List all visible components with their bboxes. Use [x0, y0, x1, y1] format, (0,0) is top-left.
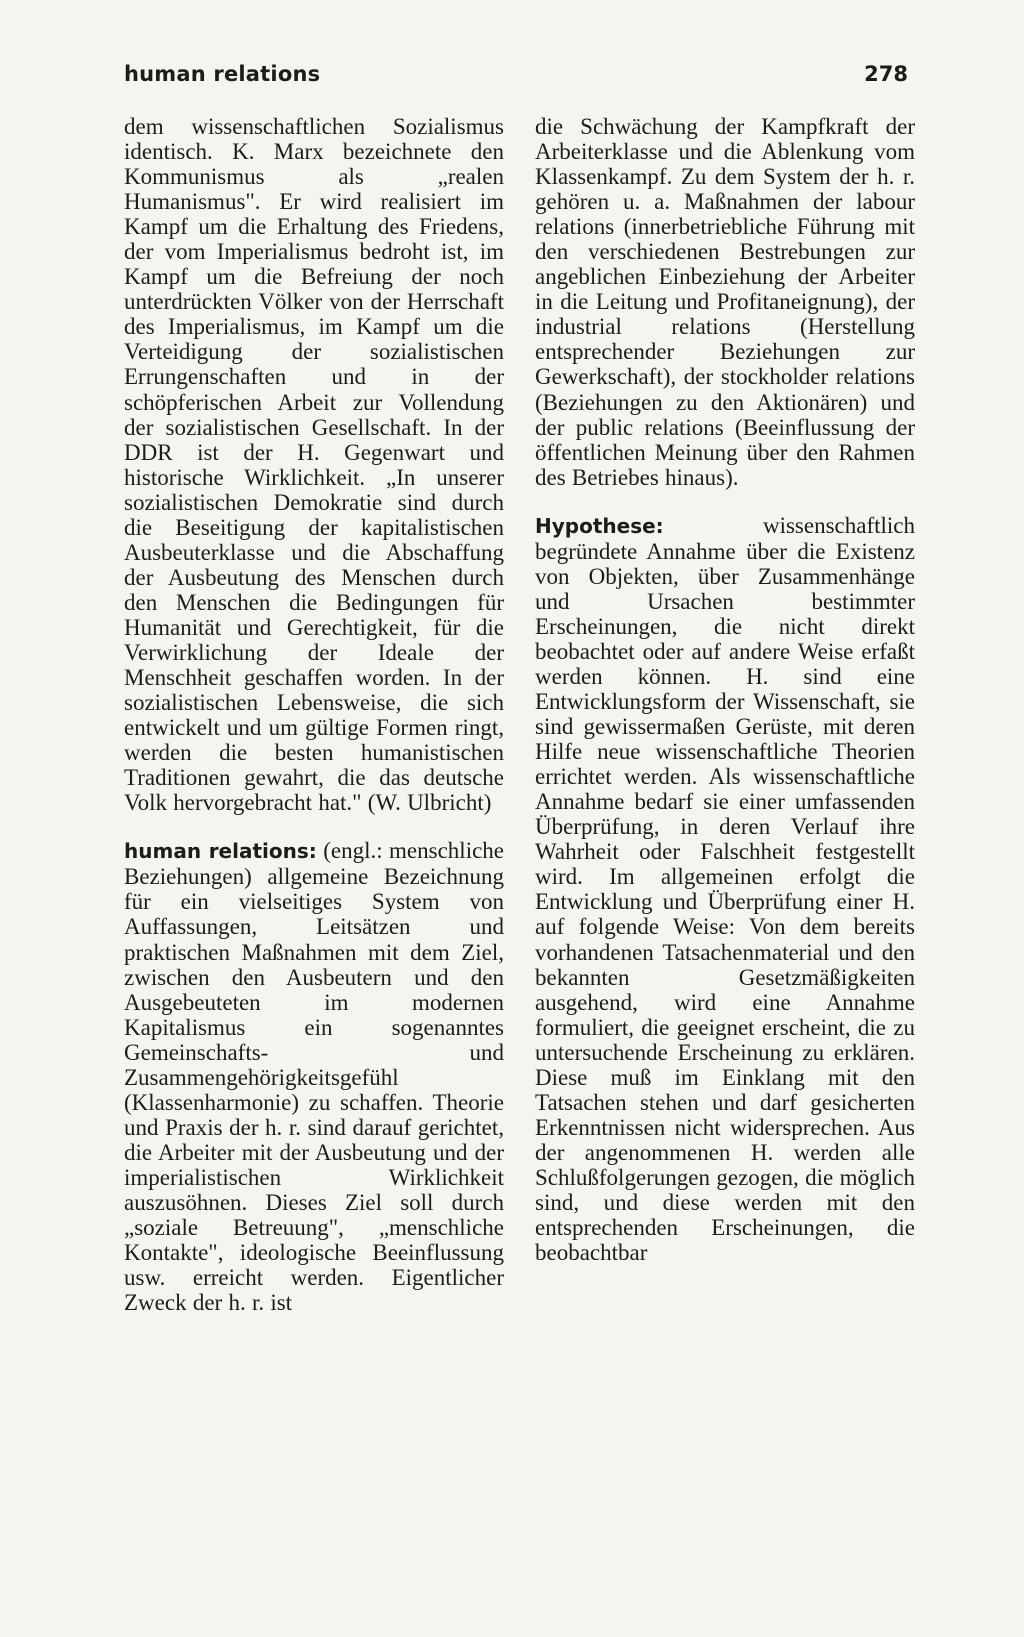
dictionary-entry-hypothese [535, 513, 915, 1265]
running-head-title: human relations [124, 62, 321, 86]
entry-term: Hypothese: [535, 513, 664, 538]
running-header [124, 62, 908, 98]
left-column [124, 114, 504, 1315]
dictionary-entry-human-relations [124, 838, 504, 1315]
continuation-paragraph: die Schwächung der Kampfkraft der Arbeiterklasse und die Ablenkung vom Klassenkampf. Zu dem System der h. r. gehören u. a. Maßnahmen der labour relations (innerbetriebliche Führung mit den verschiedenen Bestrebungen zur angeblichen Einbeziehung der Arbeiter in die Leitung und Profitaneignung), der industrial relations (Herstellung entsprechender Beziehungen zur Gewerkschaft), der stockholder relations (Beziehungen zu den Aktionären) und der public relations (Beeinflussung der öffentlichen Meinung über den Rahmen des Betriebes hinaus). [535, 114, 915, 490]
continuation-paragraph: dem wissenschaftlichen Sozialismus identisch. K. Marx bezeichnete den Kommunismus als „realen Humanismus". Er wird realisiert im Kampf um die Erhaltung des Friedens, der vom Imperialismus bedroht ist, im Kampf um die Befreiung der noch unterdrückten Völker von der Herrschaft des Imperialismus, im Kampf um die Verteidigung der sozialistischen Errungenschaften und in der schöpferischen Arbeit zur Vollendung der sozialistischen Gesellschaft. In der DDR ist der H. Gegenwart und historische Wirklichkeit. „In unserer sozialistischen Demokratie sind durch die Beseitigung der kapitalistischen Ausbeuterklasse und die Abschaffung der Ausbeutung des Menschen durch den Menschen die Bedingungen für Humanität und Gerechtigkeit, für die Verwirklichung der Ideale der Menschheit geschaffen worden. In der sozialistischen Lebensweise, die sich entwickelt und um gültige Formen ringt, werden die besten humanistischen Traditionen gewahrt, die das deutsche Volk hervorgebracht hat." (W. Ulbricht) [124, 114, 504, 816]
entry-definition: (engl.: menschliche Beziehungen) allgemeine Bezeichnung für ein vielseitiges System von Auffassungen, Leitsätzen und praktischen Maßnahmen mit dem Ziel, zwischen den Ausbeutern und den Ausgebeuteten im modernen Kapitalismus ein sogenanntes Gemeinschafts- und Zusammengehörigkeitsgefühl (Klassenharmonie) zu schaffen. Theorie und Praxis der h. r. sind darauf gerichtet, die Arbeiter mit der Ausbeutung und der imperialistischen Wirklichkeit auszusöhnen. Dieses Ziel soll durch „soziale Betreuung", „menschliche Kontakte", ideologische Beeinflussung usw. erreicht werden. Eigentlicher Zweck der h. r. ist [124, 838, 504, 1316]
entry-term: human relations: [124, 839, 317, 864]
right-column [535, 114, 915, 1265]
page-number: 278 [864, 62, 908, 86]
entry-definition: wissenschaftlich begründete Annahme über die Existenz von Objekten, über Zusammenhänge und Ursachen bestimmter Erscheinungen, die nicht direkt beobachtet oder auf andere Weise erfaßt werden können. H. sind eine Entwicklungsform der Wissenschaft, sie sind gewissermaßen Gerüste, mit deren Hilfe neue wissenschaftliche Theorien errichtet werden. Als wissenschaftliche Annahme bedarf sie einer umfassenden Überprüfung, in deren Verlauf ihre Wahrheit oder Falschheit festgestellt wird. Im allgemeinen erfolgt die Entwicklung und Überprüfung einer H. auf folgende Weise: Von dem bereits vorhandenen Tatsachenmaterial und den bekannten Gesetzmäßigkeiten ausgehend, wird eine Annahme formuliert, die geeignet erscheint, die zu untersuchende Erscheinung zu erklären. Diese muß im Einklang mit den Tatsachen stehen und darf gesicherten Erkenntnissen nicht widersprechen. Aus der angenommenen H. werden alle Schlußfolgerungen gezogen, die möglich sind, und diese werden mit den entsprechenden Erscheinungen, die beobachtbar [535, 512, 915, 1266]
